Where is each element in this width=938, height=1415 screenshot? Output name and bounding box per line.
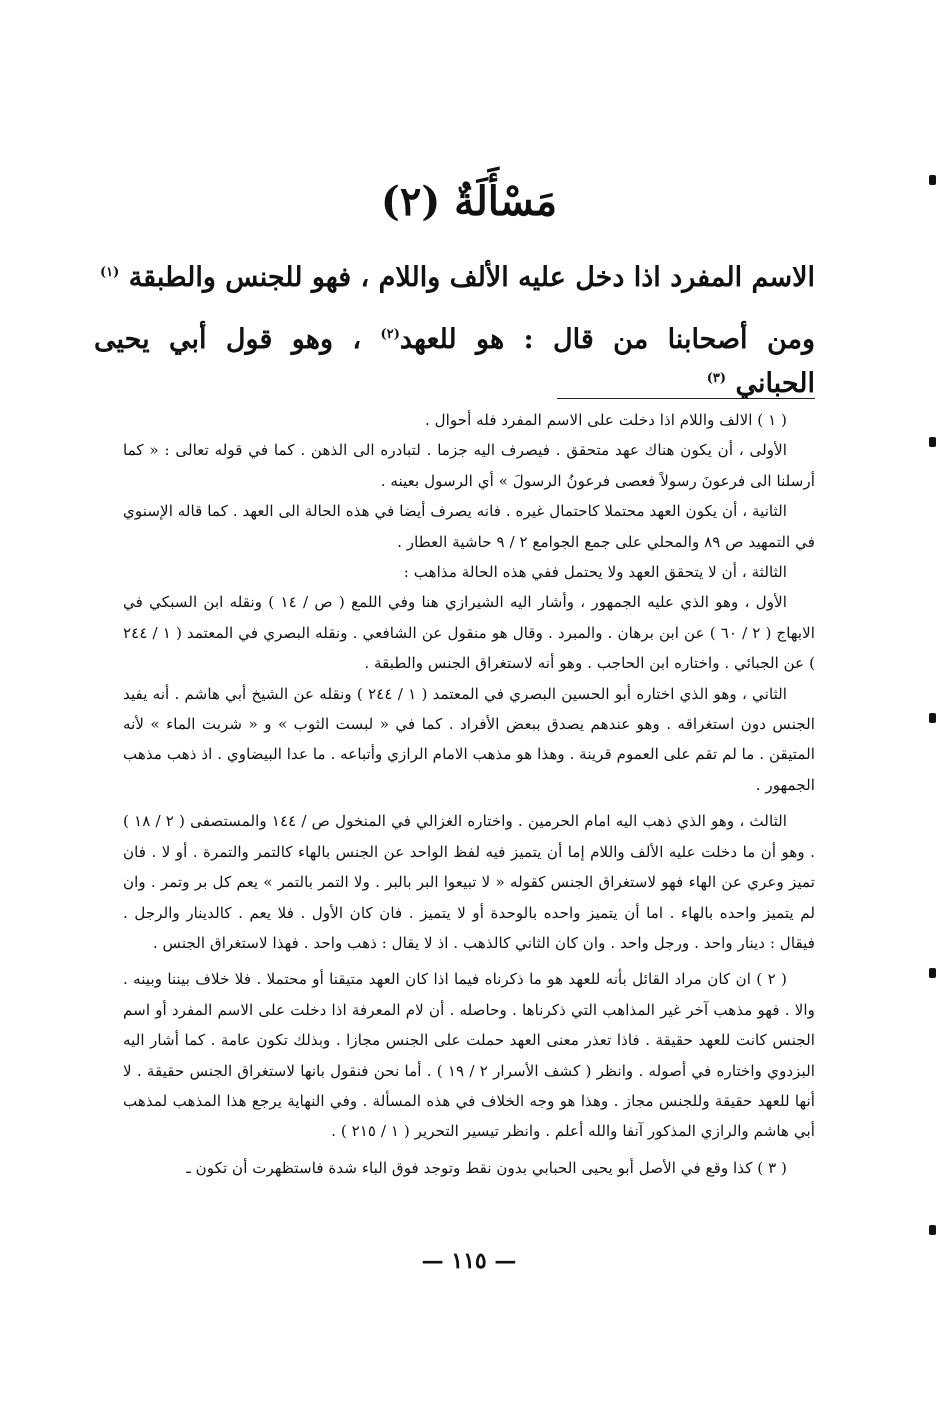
footnote-paragraph: الأول ، وهو الذي عليه الجمهور ، وأشار اليه الشيرازي هنا وفي اللمع ( ص / ١٤ ) ونقله ابن السبكي في الابهاج ( ٢ / ٦٠ ) عن ابن برهان . والمبرد . وقال هو منقول عن الشافعي . ونقله البصري في المعتمد ( ١ / ٢٤٤ ) عن الجبائي . واختاره ابن الحاجب . وهو أنه لاستغراق الجنس والطبقة . [123, 593, 816, 673]
footnote-paragraph: الثانية ، أن يكون العهد محتملا كاحتمال غيره . فانه يصرف أيضا في هذه الحالة الى العهد . كما قاله الإسنوي في التمهيد ص ٨٩ والمحلي على جمع الجوامع ٢ / ٩ حاشية العطار . [123, 502, 815, 551]
footnote-ref-3: (٣) [706, 371, 727, 386]
margin-mark [929, 713, 936, 723]
main-text: الاسم المفرد اذا دخل عليه الألف واللام ، فهو للجنس والطبقة [128, 262, 815, 293]
footnote-separator [557, 398, 815, 399]
main-text: ، وهو قول أبي يحيى [94, 324, 362, 355]
margin-mark [929, 437, 936, 447]
margin-mark [929, 968, 936, 978]
footnote-paragraph: الثاني ، وهو الذي اختاره أبو الحسين البصري في المعتمد ( ١ / ٢٤٤ ) ونقله عن الشيخ أبي هاشم . أنه يفيد الجنس دون استغراقه . وهو عندهم يصدق ببعض الأفراد . كما في « لبست الثوب » و « شربت الماء » لأنه المتيقن . ما لم تقم على العموم قرينة . وهذا هو مذهب الامام الرازي وأتباعه . ما عدا البيضاوي . اذ ذهب مذهب الجمهور . [123, 684, 815, 794]
chapter-title: مَسْأَلَةٌ (٢) [380, 178, 558, 225]
page-number: — ١١٥ — [421, 1248, 517, 1274]
footnote-ref-2: (٢) [380, 327, 400, 342]
footnotes [123, 405, 815, 1183]
main-text-line-3 [125, 352, 815, 411]
footnote-3: ( ٣ ) كذا وقع في الأصل أبو يحيى الحبابي بدون نقط وتوجد فوق الباء شدة فاستظهرت أن تكون ـ [186, 1158, 787, 1177]
footnote-1: ( ١ ) الالف واللام اذا دخلت على الاسم المفرد فله أحوال . [424, 411, 787, 429]
footnote-ref-1: (١) [99, 265, 120, 280]
footnote-2: ( ٢ ) ان كان مراد القائل بأنه للعهد هو ما ذكرناه فيما اذا كان العهد متيقنا أو محتملا . فلا خلاف بيننا وبينه . والا . فهو مذهب آخر غير المذاهب التي ذكرناها . وحاصله . أن لام المعرفة اذا دخلت على الاسم المفرد أو اسم الجنس كانت للعهد حقيقة . فاذا تعذر معنى العهد حملت على الجنس مجازا . وبذلك تكون عامة . كما أشار اليه البزدوي واختاره في أصوله . وانظر ( كشف الأسرار ٢ / ١٩ ) . أما نحن فنقول بانها لاستغراق الجنس حقيقة . لا أنها للعهد حقيقة وللجنس مجاز . وهذا هو وجه الخلاف في هذه المسألة . وفي النهاية يرجع هذا المذهب لمذهب أبي هاشم والرازي المذكور آنفا والله أعلم . وانظر تيسير التحرير ( ١ / ٢١٥ ) . [123, 970, 815, 1141]
footnote-paragraph: الأولى ، أن يكون هناك عهد متحقق . فيصرف اليه جزما . لتبادره الى الذهن . كما في قوله تعالى : « كما أرسلنا الى فرعونَ رسولاً فعصى فرعونُ الرسولَ » أي الرسول بعينه . [123, 441, 815, 490]
footnote-paragraph: الثالثة ، أن لا يتحقق العهد ولا يحتمل ففي هذه الحالة مذاهب : [403, 563, 787, 582]
footnote-paragraph: الثالث ، وهو الذي ذهب اليه امام الحرمين . واختاره الغزالي في المنخول ص / ١٤٤ والمستصفى ( ٢ / ١٨ ) . وهو أن ما دخلت عليه الألف واللام إما أن يتميز فيه لفظ الواحد عن الجنس بالهاء كالتمر والتمرة . أو لا . فان تميز وعري عن الهاء فهو لاستغراق الجنس كقوله « لا تبيعوا البر بالبر . ولا التمر بالتمر » يعم كل بر وتمر . وان لم يتميز واحده بالهاء . اما أن يتميز واحده بالوحدة أو لا يتميز . فان كان الأول . فلا يعم . كالدينار والرجل . فيقال : دينار واحد . ورجل واحد . وان كان الثاني كالذهب . اذ لا يقال : ذهب واحد . فهذا لاستغراق الجنس . [123, 812, 815, 952]
margin-mark [929, 175, 936, 185]
main-text: ومن أصحابنا من قال : هو للعهد [399, 324, 815, 355]
main-text: الحباني [735, 368, 815, 399]
main-text-line-1 [99, 246, 815, 305]
margin-mark [929, 1225, 936, 1235]
